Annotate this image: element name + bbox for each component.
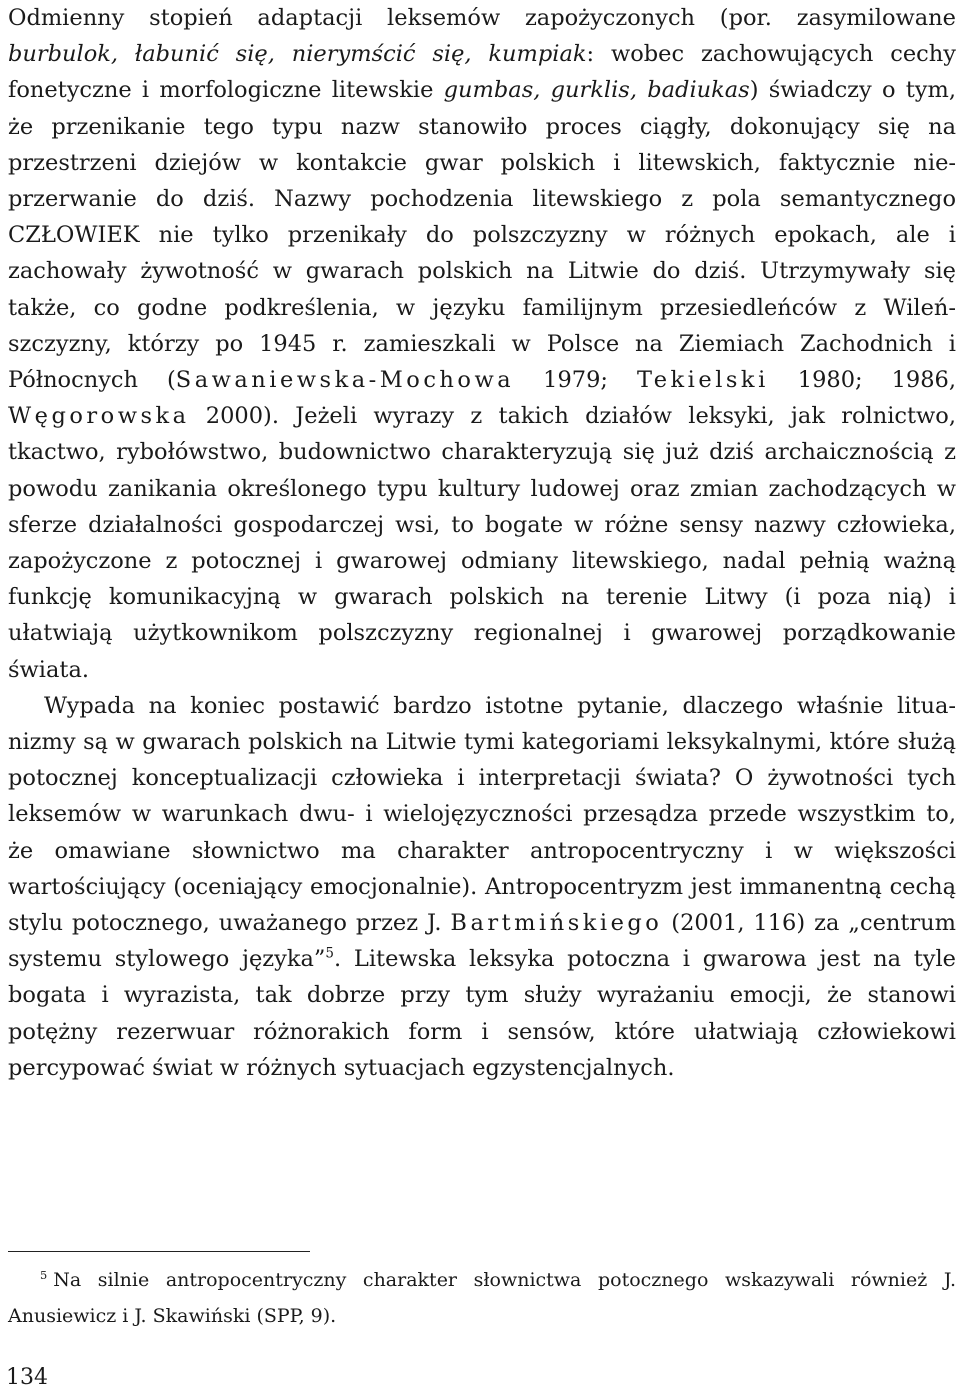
paragraph-1-text-6: 2000). Jeżeli wyrazy z takich działów leksyki, jak rolnictwo, tkactwo, rybołówstwo, budownictwo charakteryzują się już dziś archaicznością z powodu zanikania określonego typu kultury ludowej oraz zmian zachodzących w sferze działalności gospodarczej wsi, to bogate w różne sensy nazwy człowieka, zapożyczone z potocznej i gwarowej odmiany litewskiego, nadal pełnią ważną funkcję komunikacyjną w gwarach polskich na terenie Litwy (i poza nią) i ułatwiają użytkownikom polszczyzny regionalnej i gwarowej porządkowanie świata. xyxy=(8,403,956,683)
paragraph-1-italic-examples-1: burbulok, łabunić się, nierymścić się, kumpiak xyxy=(8,41,587,68)
paragraph-2-text-3: . Litewska leksyka potoczna i gwarowa jest na tyle bogata i wyrazista, tak dobrze przy tym służy wyrażaniu emocji, że stanowi potężny rezerwuar różnorakich form i sensów, które ułatwiają człowiekowi percypować świat w różnych sytuacjach egzystencjalnych. xyxy=(8,946,956,1081)
footnote-reference[interactable]: 5 xyxy=(325,945,335,962)
paragraph-2 xyxy=(8,688,956,1086)
footnote-text: Na silnie antropocentryczny charakter słownictwa potocznego wskazywali również J. Anusiewicz i J. Skawiński (SPP, 9). xyxy=(8,1269,956,1327)
paragraph-1-text-4: 1979; xyxy=(514,367,637,394)
footnote: $^5$ Na silnie antropocentryczny charakter słownictwa potocznego wskazywali również J. Anusiewicz i J. Skawiński (SPP, 9). xyxy=(8,1267,956,1327)
paragraph-2-text-1: Wypada na koniec postawić bardzo istotne pytanie, dlaczego właśnie lituanizmy są w gwarach polskich na Litwie tymi kategoriami leksykalnymi, które służą potocznej konceptualizacji człowieka i interpretacji świata? O żywotności tych leksemów w warunkach dwu- i wielojęzyczności przesądza przede wszystkim to, że omawiane słownictwo ma charakter antropocentryczny i w większości wartościujący (oceniający emocjonalnie). Antropocentryzm jest immanentną cechą stylu potocznego, uważanego przez J. xyxy=(8,692,956,937)
main-text xyxy=(8,0,956,1086)
footnote-divider xyxy=(8,1251,310,1252)
page-body xyxy=(8,0,956,1086)
citation-author-bartminski: Bartmińskiego xyxy=(450,910,663,937)
citation-author-sawaniewska: Sawaniewska-Mochowa xyxy=(175,367,515,394)
paragraph-1 xyxy=(8,0,956,688)
paragraph-1-text-5: 1980; 1986, xyxy=(768,367,956,394)
page-number: 134 xyxy=(6,1365,48,1390)
citation-author-wegorowska: Węgorowska xyxy=(8,403,190,430)
paragraph-1-italic-examples-2: gumbas, gurklis, badiukas xyxy=(443,77,750,104)
paragraph-1-text-1: Odmienny stopień adaptacji leksemów zapożyczonych (por. zasymilowane xyxy=(8,5,956,31)
citation-author-tekielski: Tekielski xyxy=(636,367,769,394)
paragraph-1-text-3: ) świadczy o tym, że przenikanie tego typu nazw stanowiło proces ciągły, dokonujący się na przestrzeni dziejów w kontakcie gwar polskich i litewskich, faktycznie nieprzerwanie do dziś. Nazwy pochodzenia litewskiego z pola semantycznego CZŁOWIEK nie tylko przenikały do polszczyzny w różnych epokach, ale i zachowały żywotność w gwarach polskich na Litwie do dziś. Utrzymywały się także, co godne podkreślenia, w języku familijnym przesiedleńców z Wileńszczyzny, którzy po 1945 r. zamieszkali w Polsce na Ziemiach Zachodnich i Północnych ( xyxy=(8,77,956,394)
paragraph-1-text-2: : wobec zachowujących cechy fonetyczne i morfologiczne litewskie xyxy=(8,41,956,104)
paragraph-2-text-2: (2001, 116) za „centrum systemu stylowego języka” xyxy=(8,910,956,973)
